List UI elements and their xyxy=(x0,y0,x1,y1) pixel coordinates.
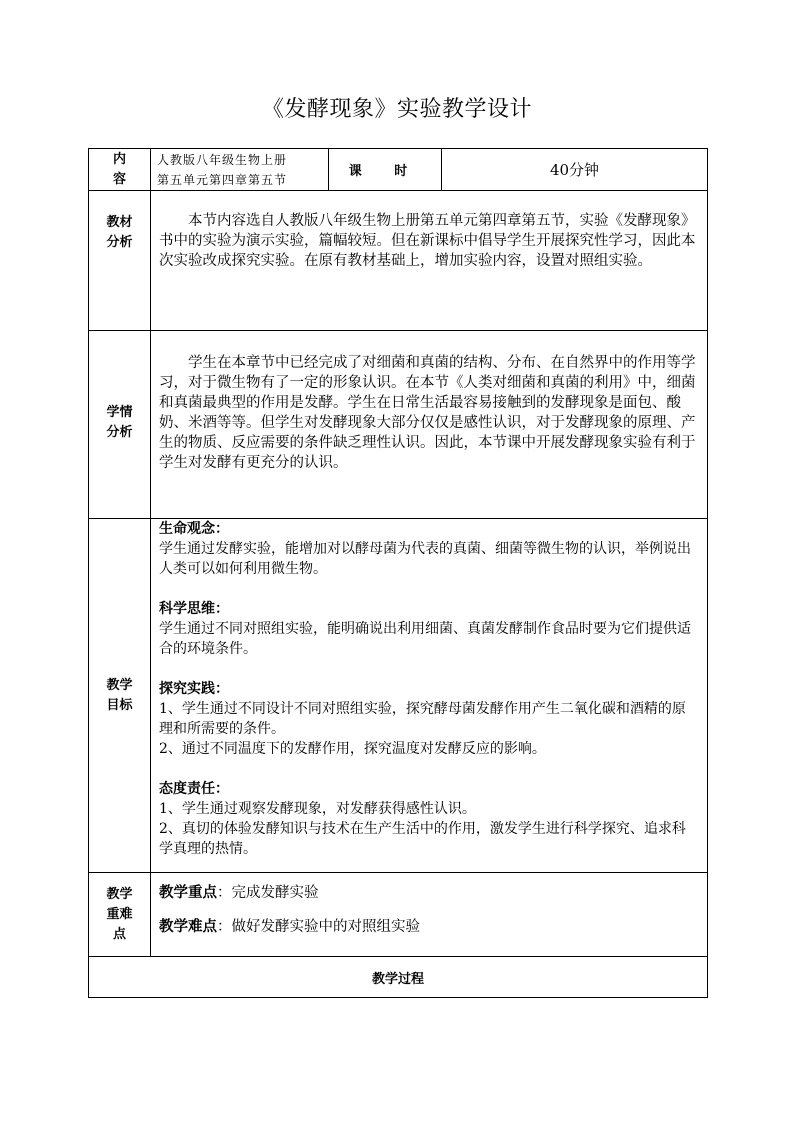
scientific-thinking-text: 学生通过不同对照组实验，能明确说出利用细菌、真菌发酵制作食品时要为它们提供适合的环境条件。 xyxy=(159,621,691,657)
period-label: 课 时 xyxy=(329,149,442,191)
textbook-source xyxy=(151,149,329,191)
student-analysis-row xyxy=(89,331,708,519)
content-label: 内 容 xyxy=(89,149,151,191)
attitude-item-1: 1、学生通过观察发酵现象，对发酵获得感性认识。 xyxy=(159,801,476,817)
student-analysis-label: 学情 分析 xyxy=(89,331,151,519)
teaching-goals-row xyxy=(89,519,708,873)
teaching-difficulty-heading: 教学难点 xyxy=(159,918,217,935)
content-row xyxy=(89,149,708,191)
teaching-goals-label: 教学 目标 xyxy=(89,519,151,873)
life-concept-text: 学生通过发酵实验，能增加对以酵母菌为代表的真菌、细菌等微生物的认识，举例说出人类可以如何利用微生物。 xyxy=(159,541,691,577)
teaching-focus-heading: 教学重点 xyxy=(159,884,217,901)
teaching-focus xyxy=(159,883,707,903)
scientific-thinking-heading: 科学思维： xyxy=(159,601,229,617)
key-points-row xyxy=(89,873,708,957)
life-concept-heading: 生命观念： xyxy=(159,521,229,537)
book-line-1: 人教版八年级生物上册 xyxy=(157,152,288,167)
attitude-item-2: 2、真切的体验发酵知识与技术在生产生活中的作用，激发学生进行科学探究、追求科学真理的热情。 xyxy=(159,821,686,857)
teaching-process-label: 教学过程 xyxy=(89,957,708,998)
key-points-label: 教学 重难 点 xyxy=(89,873,151,957)
process-row xyxy=(89,957,708,998)
student-analysis-text: 学生在本章节中已经完成了对细菌和真菌的结构、分布、在自然界中的作用等学习，对于微生物有了一定的形象认识。在本节《人类对细菌和真菌的利用》中，细菌和真菌最典型的作用是发酵。学生在日常生活最容易接触到的发酵现象是面包、酸奶、米酒等等。但学生对发酵现象大部分仅仅是感性认识，对于发酵现象的原理、产生的物质、反应需要的条件缺乏理性认识。因此，本节课中开展发酵现象实验有利于学生对发酵有更充分的认识。 xyxy=(159,355,696,471)
page-title: 《发酵现象》实验教学设计 xyxy=(261,97,532,122)
inquiry-practice-item-1: 1、学生通过不同设计不同对照组实验，探究酵母菌发酵作用产生二氧化碳和酒精的原理和所需要的条件。 xyxy=(159,701,686,737)
inquiry-practice-heading: 探究实践： xyxy=(159,681,229,697)
teaching-difficulty xyxy=(159,917,707,937)
textbook-analysis-text: 本节内容选自人教版八年级生物上册第五单元第四章第五节，实验《发酵现象》书中的实验为演示实验，篇幅较短。但在新课标中倡导学生开展探究性学习，因此本次实验改成探究实验。在原有教材基础上，增加实验内容，设置对照组实验。 xyxy=(159,213,696,269)
goals-content xyxy=(159,519,699,859)
lesson-plan-table xyxy=(88,148,708,998)
textbook-analysis-row xyxy=(89,191,708,331)
book-line-2: 第五单元第四章第五节 xyxy=(157,172,288,187)
duration-value: 40分钟 xyxy=(442,149,708,191)
attitude-heading: 态度责任： xyxy=(159,781,229,797)
inquiry-practice-item-2: 2、通过不同温度下的发酵作用，探究温度对发酵反应的影响。 xyxy=(159,741,546,757)
textbook-analysis-label: 教材 分析 xyxy=(89,191,151,331)
teaching-focus-text: ：完成发酵实验 xyxy=(217,885,319,901)
teaching-difficulty-text: ：做好发酵实验中的对照组实验 xyxy=(217,919,420,935)
